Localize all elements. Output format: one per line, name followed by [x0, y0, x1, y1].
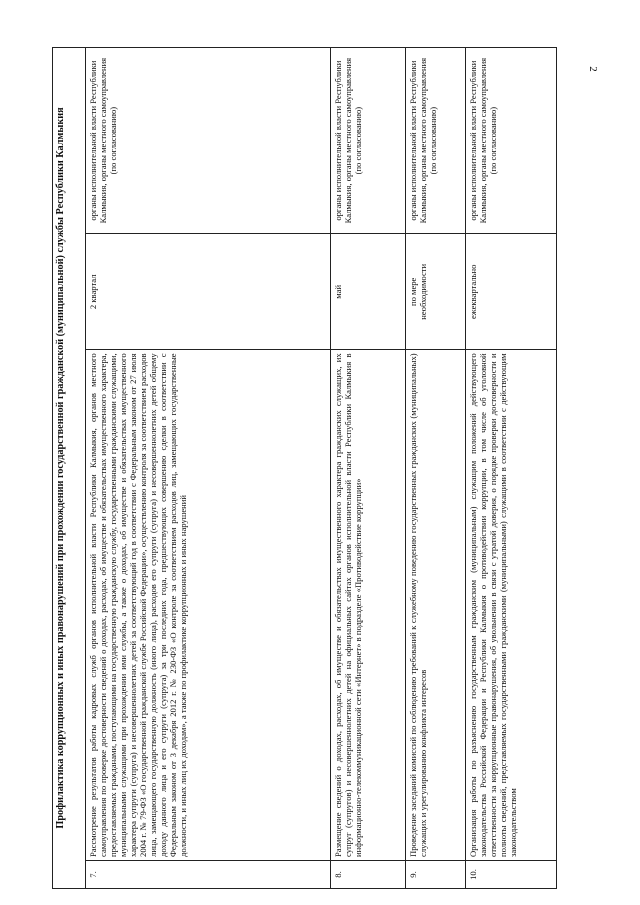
table-row	[86, 48, 331, 889]
page-number: 2	[587, 66, 599, 72]
measure-text: Рассмотрение результатов работы кадровых служб органов исполнительной власти Республики Калмыкия, органов местного самоуправления по проверке достоверности сведений о доходах, расходах, об имуществе и обязательствах имущественного характера, предоставляемых гражданами, поступающими на государственную гражданскую службу, государственными гражданскими служащими, муниципальными служащими при прохождении ими службы, а также о доходах, об имуществе и обязательствах имущественного характера супруги (супруга) и несовершеннолетних детей за соответствующий год в соответствии с Федеральным законом от 27 июля 2004 г. № 79-ФЗ «О государственной гражданской службе Российской Федерации», осуществлению контроля за соответствием расходов лица, замещающего государственную должность (иного лица), расходов его супруги (супруга) и несовершеннолетних детей общему доходу данного лица и его супруги (супруга) за три последних года, предшествующих совершению сделки в соответствии с Федеральным законом от 3 декабря 2012 г. № 230-ФЗ «О контроле за соответствием расходов лиц, замещающих государственные должности, и иных лиц их доходам», а также по профилактике коррупционных и иных нарушений	[86, 350, 331, 861]
table-row	[466, 48, 557, 889]
term-text-line: по мере	[408, 277, 418, 307]
row-number: 7.	[86, 860, 331, 888]
table-row	[331, 48, 406, 889]
executor-text: органы исполнительной власти Республики Калмыкия, органы местного самоуправления (по согласованию)	[466, 48, 557, 234]
executor-text: органы исполнительной власти Республики Калмыкия, органы местного самоуправления (по согласованию)	[86, 48, 331, 234]
term-text: ежеквартально	[466, 234, 557, 350]
measure-text: Размещение сведений о доходах, расходах, об имуществе и обязательствах имущественного характера гражданских служащих, их супруг (супругов) и несовершеннолетних детей на официальных сайтах органов исполнительной власти Республики Калмыкия в информационно-телекоммуникационной сети «Интернет» в подразделе «Противодействие коррупции»	[331, 350, 406, 861]
term-text-line: необходимости	[418, 263, 429, 320]
row-number: 9.	[406, 860, 466, 888]
row-number: 8.	[331, 860, 406, 888]
term-text: май	[331, 234, 406, 350]
term-cell	[406, 234, 466, 350]
row-number: 10.	[466, 860, 557, 888]
measure-text: Организация работы по разъяснению государственным гражданским (муниципальным) служащим положений действующего законодательства Российской Федерации и Республики Калмыкия о противодействии коррупции, в том числе об уголовной ответственности за коррупционные правонарушения, об увольнении в связи с утратой доверия, о порядке проверки достоверности и полноты сведений, представляемых государственными гражданскими (муниципальными) служащими в соответствии с действующим законодательством	[466, 350, 557, 861]
table-row	[406, 48, 466, 889]
term-text: 2 квартал	[86, 234, 331, 350]
section-title: Профилактика коррупционных и иных правонарушений при прохождении государственной гражданской (муниципальной) службы Республики Калмыкия	[53, 48, 86, 889]
executor-text: органы исполнительной власти Республики Калмыкия, органы местного самоуправления (по согласованию)	[331, 48, 406, 234]
rotated-document-table-container	[52, 47, 572, 889]
executor-text: органы исполнительной власти Республики Калмыкия, органы местного самоуправления (по согласованию)	[406, 48, 466, 234]
measure-text: Проведение заседаний комиссий по соблюдению требований к служебному поведению государственных гражданских (муниципальных) служащих и урегулированию конфликта интересов	[406, 350, 466, 861]
section-header-row	[53, 48, 86, 889]
anti-corruption-plan-table	[52, 47, 557, 889]
